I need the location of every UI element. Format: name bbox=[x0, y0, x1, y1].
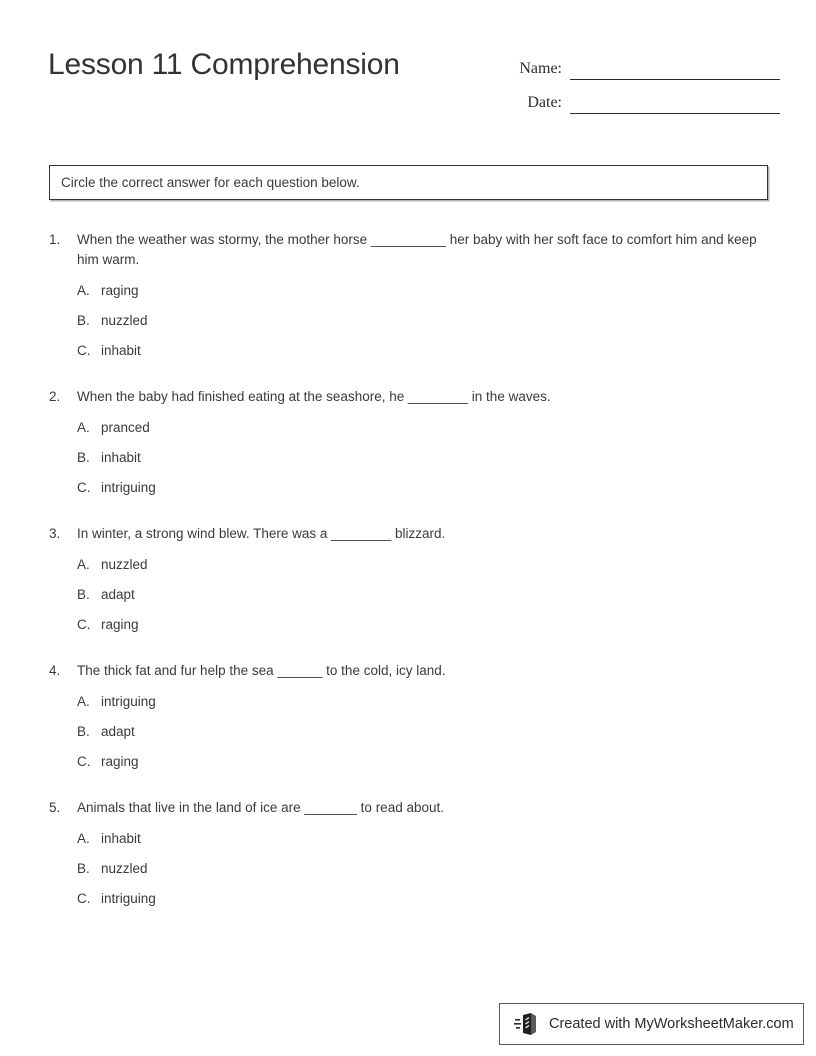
choice-letter: A. bbox=[77, 557, 90, 572]
choice-option[interactable] bbox=[0, 311, 816, 341]
question-item bbox=[0, 661, 816, 782]
choice-option[interactable] bbox=[0, 859, 816, 889]
footer-badge bbox=[499, 1003, 804, 1045]
question-line bbox=[0, 524, 816, 544]
question-number: 4. bbox=[49, 663, 61, 678]
choices-list bbox=[0, 829, 816, 919]
choice-letter: A. bbox=[77, 283, 90, 298]
choice-letter: C. bbox=[77, 754, 91, 769]
footer-text: Created with MyWorksheetMaker.com bbox=[549, 1016, 794, 1032]
question-line bbox=[0, 661, 816, 681]
question-number: 3. bbox=[49, 526, 61, 541]
question-text: When the weather was stormy, the mother horse __________ her baby with her soft face to comfort him and keep him warm. bbox=[77, 232, 757, 267]
choice-option[interactable] bbox=[0, 418, 816, 448]
choice-letter: C. bbox=[77, 480, 91, 495]
question-line bbox=[0, 230, 816, 270]
question-text: In winter, a strong wind blew. There was a ________ blizzard. bbox=[77, 526, 446, 541]
choice-letter: B. bbox=[77, 450, 90, 465]
choice-letter: A. bbox=[77, 694, 90, 709]
questions-list bbox=[0, 230, 816, 935]
choice-option[interactable] bbox=[0, 448, 816, 478]
choice-text: inhabit bbox=[101, 450, 141, 465]
choice-letter: A. bbox=[77, 420, 90, 435]
choice-option[interactable] bbox=[0, 889, 816, 919]
instruction-box bbox=[49, 165, 768, 200]
choice-option[interactable] bbox=[0, 555, 816, 585]
choice-text: inhabit bbox=[101, 831, 141, 846]
choice-option[interactable] bbox=[0, 692, 816, 722]
choice-option[interactable] bbox=[0, 281, 816, 311]
question-item bbox=[0, 798, 816, 919]
choices-list bbox=[0, 281, 816, 371]
question-number: 1. bbox=[49, 232, 61, 247]
choice-text: inhabit bbox=[101, 343, 141, 358]
choice-option[interactable] bbox=[0, 829, 816, 859]
choice-text: pranced bbox=[101, 420, 150, 435]
question-text: The thick fat and fur help the sea ______ to the cold, icy land. bbox=[77, 663, 446, 678]
choice-letter: B. bbox=[77, 861, 90, 876]
question-line bbox=[0, 798, 816, 818]
choices-list bbox=[0, 418, 816, 508]
date-row bbox=[490, 80, 780, 114]
choice-option[interactable] bbox=[0, 585, 816, 615]
question-item bbox=[0, 387, 816, 508]
choices-list bbox=[0, 692, 816, 782]
choice-text: adapt bbox=[101, 724, 135, 739]
choice-letter: C. bbox=[77, 617, 91, 632]
choice-letter: B. bbox=[77, 313, 90, 328]
choice-text: raging bbox=[101, 283, 139, 298]
choice-letter: C. bbox=[77, 343, 91, 358]
choice-text: intriguing bbox=[101, 694, 156, 709]
choice-text: adapt bbox=[101, 587, 135, 602]
question-number: 5. bbox=[49, 800, 61, 815]
date-write-line[interactable] bbox=[570, 93, 780, 114]
choice-option[interactable] bbox=[0, 615, 816, 645]
instruction-text: Circle the correct answer for each question below. bbox=[61, 174, 360, 190]
choice-text: raging bbox=[101, 754, 139, 769]
choice-text: nuzzled bbox=[101, 313, 148, 328]
question-text: When the baby had finished eating at the seashore, he ________ in the waves. bbox=[77, 389, 551, 404]
question-item bbox=[0, 524, 816, 645]
question-item bbox=[0, 230, 816, 371]
choice-option[interactable] bbox=[0, 752, 816, 782]
choice-letter: A. bbox=[77, 831, 90, 846]
worksheet-header bbox=[0, 0, 816, 140]
worksheet-maker-logo-icon bbox=[514, 1012, 540, 1036]
name-label: Name: bbox=[519, 60, 562, 77]
choice-letter: B. bbox=[77, 724, 90, 739]
date-label: Date: bbox=[527, 94, 562, 111]
choice-letter: C. bbox=[77, 891, 91, 906]
choices-list bbox=[0, 555, 816, 645]
name-date-block bbox=[490, 46, 780, 114]
choice-option[interactable] bbox=[0, 478, 816, 508]
choice-text: intriguing bbox=[101, 480, 156, 495]
choice-text: nuzzled bbox=[101, 557, 148, 572]
choice-option[interactable] bbox=[0, 722, 816, 752]
choice-letter: B. bbox=[77, 587, 90, 602]
choice-text: nuzzled bbox=[101, 861, 148, 876]
page-title: Lesson 11 Comprehension bbox=[48, 48, 400, 81]
name-write-line[interactable] bbox=[570, 59, 780, 80]
choice-text: intriguing bbox=[101, 891, 156, 906]
name-row bbox=[490, 46, 780, 80]
question-line bbox=[0, 387, 816, 407]
choice-text: raging bbox=[101, 617, 139, 632]
question-text: Animals that live in the land of ice are _______ to read about. bbox=[77, 800, 444, 815]
choice-option[interactable] bbox=[0, 341, 816, 371]
question-number: 2. bbox=[49, 389, 61, 404]
